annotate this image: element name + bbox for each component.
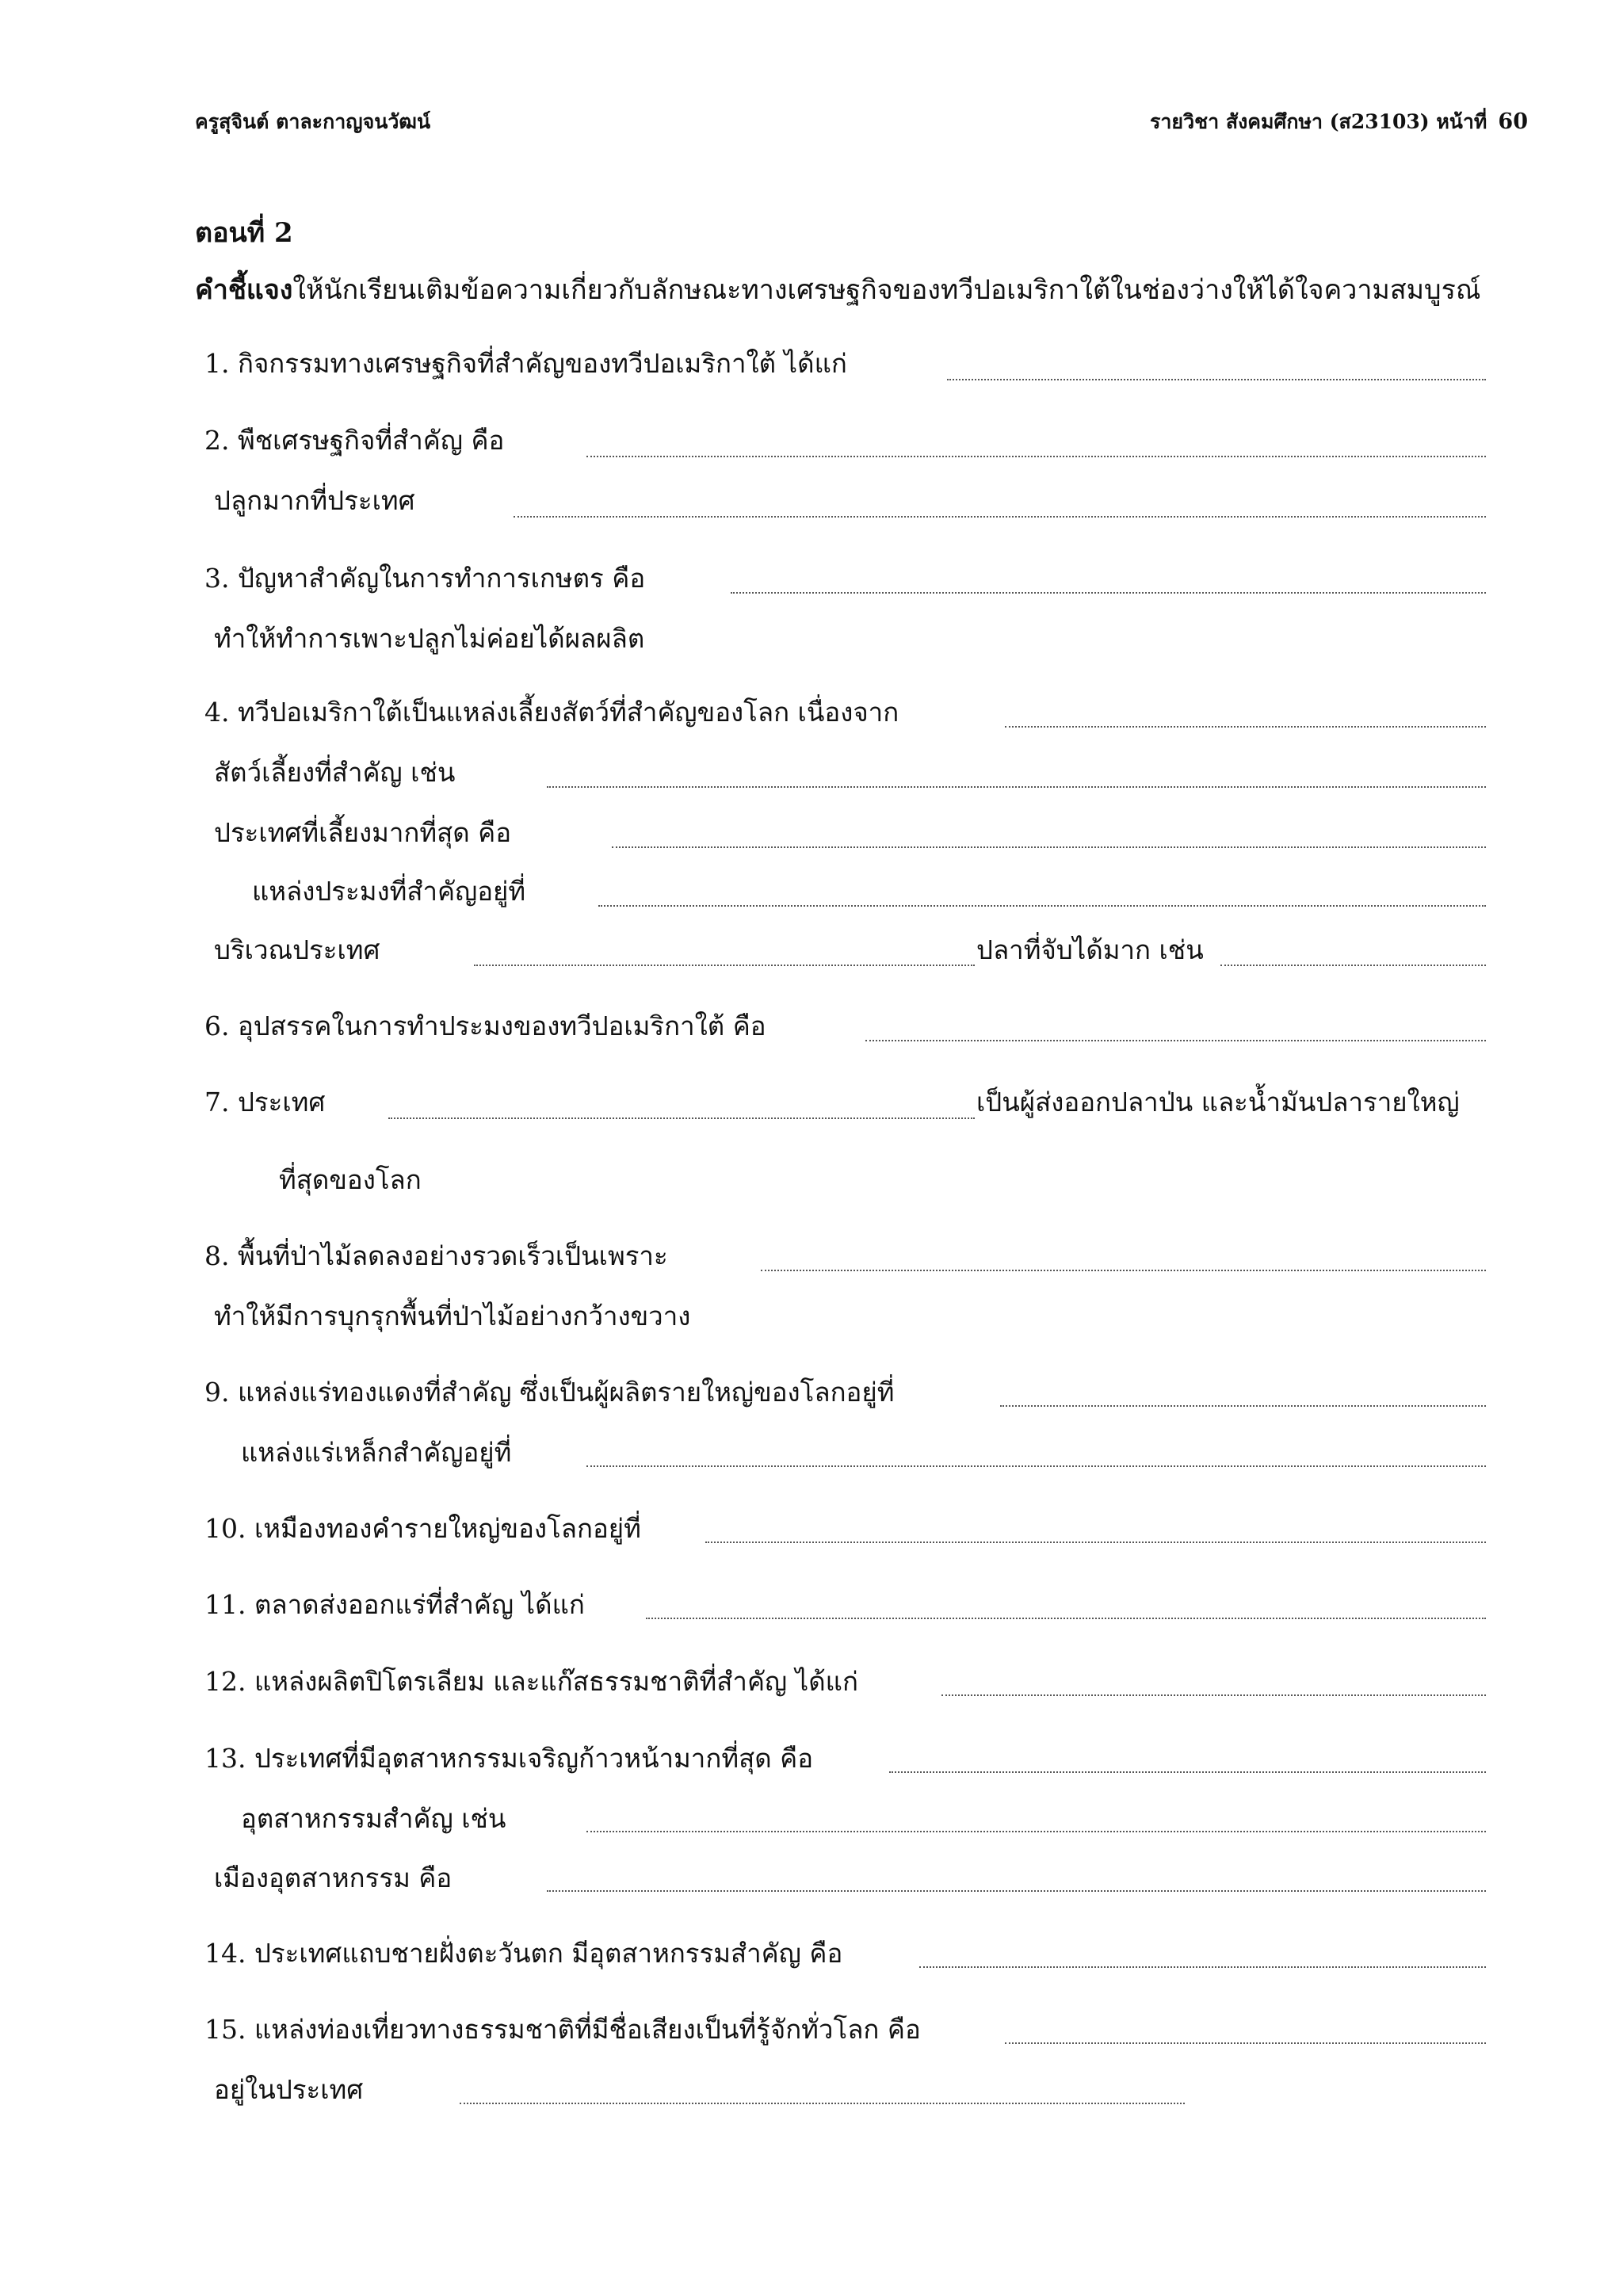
blank-q5-country[interactable] [474,965,975,966]
header-author: ครูสุจินต์ ตาละกาญจนวัฒน์ [195,110,431,133]
blank-q1[interactable] [947,379,1486,380]
question-15: 15. แหล่งท่องเที่ยวทางธรรมชาติที่มีชื่อเสียงเป็นที่รู้จักทั่วโลก คือ [204,2014,921,2045]
question-12: 12. แหล่งผลิตปิโตรเลียม และแก๊สธรรมชาติที่สำคัญ ได้แก่ [204,1666,858,1697]
blank-q5-fishery[interactable] [598,905,1486,907]
blank-q4-country[interactable] [612,846,1486,848]
blank-q4-animals[interactable] [547,786,1486,788]
question-2-country: ปลูกมากที่ประเทศ [214,485,415,516]
question-15-country: อยู่ในประเทศ [214,2074,364,2105]
header-course [1150,106,1528,138]
question-4: 4. ทวีปอเมริกาใต้เป็นแหล่งเลี้ยงสัตว์ที่สำคัญของโลก เนื่องจาก [204,697,899,728]
blank-q12[interactable] [941,1694,1486,1696]
question-1: 1. กิจกรรมทางเศรษฐกิจที่สำคัญของทวีปอเมริกาใต้ ได้แก่ [204,348,847,379]
blank-q5-fish[interactable] [1220,965,1486,966]
blank-q4-reason[interactable] [1005,726,1486,728]
question-5-fishery: แหล่งประมงที่สำคัญอยู่ที่ [252,876,526,907]
question-7-end: ที่สุดของโลก [279,1164,422,1195]
question-8: 8. พื้นที่ป่าไม้ลดลงอย่างรวดเร็วเป็นเพราะ [204,1240,668,1271]
question-3-result: ทำให้ทำการเพาะปลูกไม่ค่อยได้ผลผลิต [214,623,645,654]
header-course-label: รายวิชา สังคมศึกษา (ส23103) หน้าที่ [1149,110,1487,133]
blank-q3[interactable] [731,592,1486,594]
blank-q2-country[interactable] [514,516,1486,518]
part-title: ตอนที่ 2 [195,217,293,249]
question-13-city: เมืองอุตสาหกรรม คือ [214,1862,453,1893]
blank-q8[interactable] [761,1270,1486,1271]
question-4-country: ประเทศที่เลี้ยงมากที่สุด คือ [214,817,512,848]
question-5-country: บริเวณประเทศ [214,934,380,965]
blank-q13-city[interactable] [547,1890,1486,1892]
blank-q2-crop[interactable] [586,456,1486,457]
question-5-fish: ปลาที่จับได้มาก เช่น [976,934,1204,965]
question-11: 11. ตลาดส่งออกแร่ที่สำคัญ ได้แก่ [204,1589,585,1620]
blank-q9-iron[interactable] [586,1465,1486,1467]
blank-q13-country[interactable] [889,1771,1486,1773]
question-14: 14. ประเทศแถบชายฝั่งตะวันตก มีอุตสาหกรรมสำคัญ คือ [204,1938,843,1969]
blank-q10[interactable] [705,1541,1486,1543]
instruction [195,268,1480,311]
instruction-text: ให้นักเรียนเติมข้อความเกี่ยวกับลักษณะทางเศรษฐกิจของทวีปอเมริกาใต้ในช่องว่างให้ได้ใจความสมบูรณ์ [292,274,1481,306]
question-7-cont: เป็นผู้ส่งออกปลาป่น และน้ำมันปลารายใหญ่ [976,1087,1460,1117]
question-13-industry: อุตสาหกรรมสำคัญ เช่น [241,1803,506,1834]
question-13: 13. ประเทศที่มีอุตสาหกรรมเจริญก้าวหน้ามากที่สุด คือ [204,1743,814,1774]
instruction-label: คำชี้แจง [195,274,293,306]
question-4-animals: สัตว์เลี้ยงที่สำคัญ เช่น [214,757,456,788]
question-7: 7. ประเทศ [204,1087,326,1117]
blank-q15-place[interactable] [1005,2042,1486,2044]
blank-q11[interactable] [646,1618,1486,1619]
question-9: 9. แหล่งแร่ทองแดงที่สำคัญ ซึ่งเป็นผู้ผลิตรายใหญ่ของโลกอยู่ที่ [204,1377,895,1408]
blank-q14[interactable] [919,1966,1486,1968]
blank-q7[interactable] [388,1117,975,1119]
question-9-iron: แหล่งแร่เหล็กสำคัญอยู่ที่ [241,1437,512,1468]
question-6: 6. อุปสรรคในการทำประมงของทวีปอเมริกาใต้ คือ [204,1010,766,1041]
page-number: 60 [1498,109,1528,134]
blank-q9-copper[interactable] [1000,1405,1486,1407]
blank-q13-industry[interactable] [586,1831,1486,1832]
question-2: 2. พืชเศรษฐกิจที่สำคัญ คือ [204,425,505,456]
question-10: 10. เหมืองทองคำรายใหญ่ของโลกอยู่ที่ [204,1513,641,1544]
question-8-result: ทำให้มีการบุกรุกพื้นที่ป่าไม้อย่างกว้างขวาง [214,1301,691,1331]
question-3: 3. ปัญหาสำคัญในการทำการเกษตร คือ [204,563,646,594]
blank-q15-country[interactable] [460,2103,1185,2104]
blank-q6[interactable] [865,1040,1486,1041]
